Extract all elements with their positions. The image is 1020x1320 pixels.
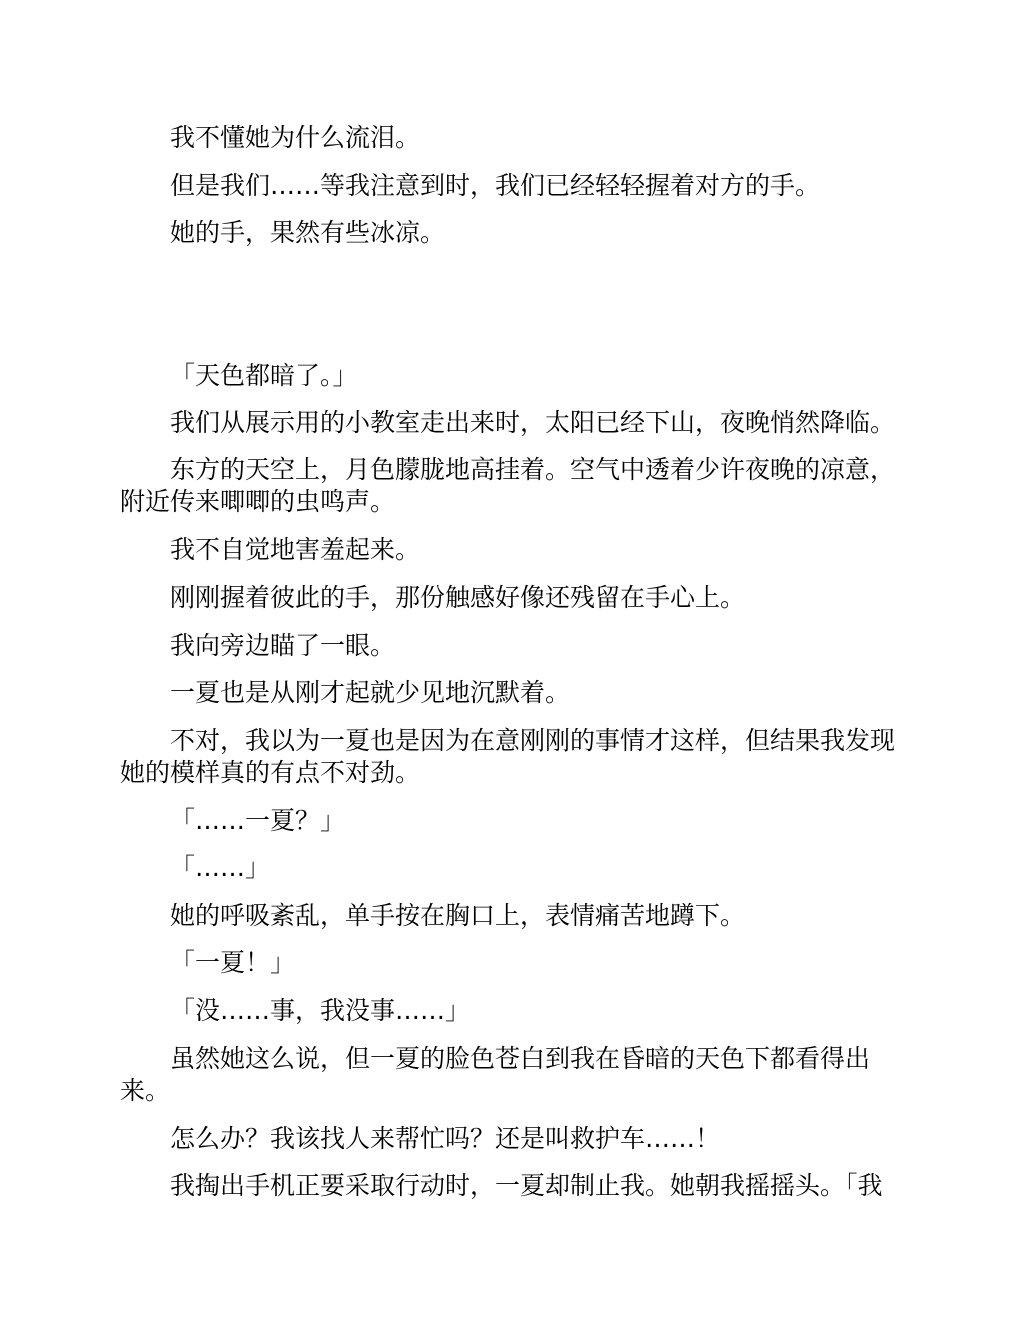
paragraph: 我不懂她为什么流泪。 [170, 123, 421, 152]
paragraph: 不对，我以为一夏也是因为在意刚刚的事情才这样，但结果我发现她的模样真的有点不对劲。 [120, 726, 896, 787]
paragraph: 怎么办？我该找人来帮忙吗？还是叫救护车……！ [170, 1124, 721, 1153]
paragraph: 「一夏！」 [170, 948, 296, 977]
paragraph: 我们从展示用的小教室走出来时，太阳已经下山，夜晚悄然降临。 [170, 408, 896, 437]
paragraph: 刚刚握着彼此的手，那份触感好像还残留在手心上。 [170, 583, 746, 612]
paragraph: 我向旁边瞄了一眼。 [170, 631, 396, 660]
paragraph: 「天色都暗了。」 [170, 361, 358, 390]
paragraph: 一夏也是从刚才起就少见地沉默着。 [170, 678, 571, 707]
paragraph: 她的呼吸紊乱，单手按在胸口上，表情痛苦地蹲下。 [170, 901, 746, 930]
paragraph: 她的手，果然有些冰凉。 [170, 218, 446, 247]
paragraph: 「……一夏？」 [170, 806, 346, 835]
paragraph: 东方的天空上，月色朦胧地高挂着。空气中透着少许夜晚的凉意，附近传来唧唧的虫鸣声。 [120, 455, 896, 516]
paragraph: 「没……事，我没事……」 [170, 996, 471, 1025]
paragraph: 但是我们……等我注意到时，我们已经轻轻握着对方的手。 [170, 171, 821, 200]
paragraph: 「……」 [170, 853, 271, 882]
paragraph: 我不自觉地害羞起来。 [170, 535, 421, 564]
paragraph: 虽然她这么说，但一夏的脸色苍白到我在昏暗的天色下都看得出来。 [120, 1044, 871, 1105]
paragraph: 我掏出手机正要采取行动时，一夏却制止我。她朝我摇摇头。「我 [170, 1171, 883, 1200]
